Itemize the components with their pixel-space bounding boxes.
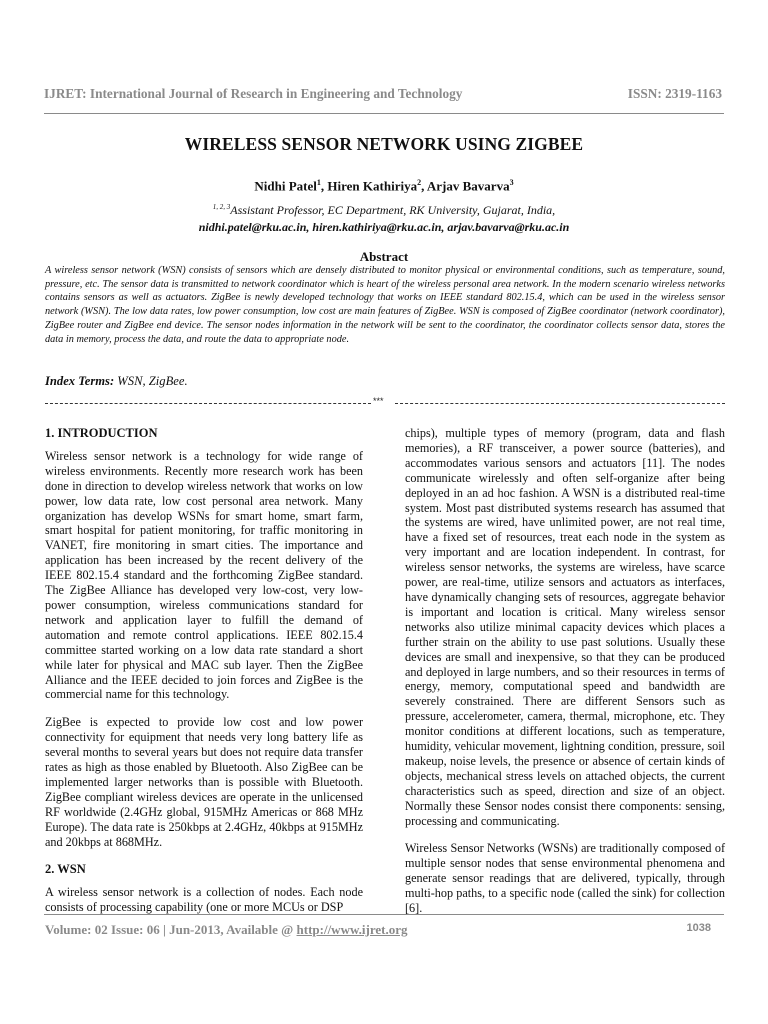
right-column <box>405 426 725 929</box>
author-list <box>0 178 768 194</box>
author-affil-mark: 2 <box>417 178 422 187</box>
footer-prefix: Volume: 02 Issue: 06 | Jun-2013, Available @ <box>45 922 297 937</box>
abstract-heading: Abstract <box>359 249 409 264</box>
author-affil-mark: 3 <box>509 178 514 187</box>
affiliation-mark: 1, 2, 3 <box>212 203 231 211</box>
journal-name: IJRET: International Journal of Research in Engineering and Technology <box>44 86 463 101</box>
index-terms-label: Index Terms: <box>45 374 115 388</box>
author-name: Nidhi Patel <box>254 178 317 194</box>
paper-title: WIRELESS SENSOR NETWORK USING ZIGBEE <box>184 134 584 154</box>
author-name: Arjav Bavarva <box>426 178 510 194</box>
affiliation <box>0 203 768 218</box>
section-heading-wsn: 2. WSN <box>45 862 86 877</box>
author-name: Hiren Kathiriya <box>327 178 418 194</box>
author-separator: , <box>320 178 328 194</box>
intro-paragraph-1: Wireless sensor network is a technology for wide range of wireless environments. Recently more research work has been done in direction to develop wireless network that works on low power, low data rate, low cost personal area network. Many organization has develop WSNs for smart home, smart farm, smart hospital for patient monitoring, for traffic monitoring in VANET, fire monitoring in smart cities. The importance and application has been increased by the recent delivery of the IEEE 802.15.4 standard and the forthcoming ZigBee standard. The ZigBee Alliance has developed very low-cost, very low-power consumption, wireless communications standard for network and application layer to fulfill the demand of automation and remote control applications. IEEE 802.15.4 committee started working on a low data rate standard a short while later for physical and MAC sub layer. Then the ZigBee Alliance and the IEEE decided to join forces and ZigBee is the commercial name for this technology. <box>45 448 363 702</box>
running-header <box>44 86 722 106</box>
page-number: 1038 <box>686 922 711 934</box>
section-separator <box>45 396 725 410</box>
separator-dash-right <box>395 403 725 404</box>
header-rule <box>44 113 724 114</box>
separator-mark: *** <box>373 396 384 406</box>
left-column <box>45 426 363 928</box>
wsn-paragraph-2: Wireless Sensor Networks (WSNs) are traditionally composed of multiple sensor nodes that sense environmental phenomena and generate sensor readings that are delivered, typically, through multi-hop paths, to a specific node (called the sink) for collection [6]. <box>405 841 725 916</box>
affiliation-text: Assistant Professor, EC Department, RK University, Gujarat, India, <box>230 203 556 217</box>
running-footer <box>45 922 711 940</box>
abstract-text: A wireless sensor network (WSN) consists of sensors which are densely distributed to monitor physical or environmental conditions, such as temperature, sound, pressure, etc. The sensor data is transmitted to network coordinator which is heart of the wireless personal area network. In the modern scenario wireless networks contains sensors as well as actuators. ZigBee is newly developed technology that works on IEEE standard 802.15.4, which can be used in the wireless sensor network (WSN). The low data rates, low power consumption, low cost are main features of ZigBee. WSN is composed of ZigBee coordinator (network coordinator), ZigBee router and ZigBee end device. The sensor nodes information in the network will be sent to the coordinator, the coordinator collects sensor data, stores the data in memory, process the data, and route the data to appropriate node. <box>45 265 725 345</box>
wsn-paragraph-1: A wireless sensor network is a collection of nodes. Each node consists of processing capability (one or more MCUs or DSP <box>45 885 363 915</box>
intro-paragraph-2: ZigBee is expected to provide low cost and low power connectivity for equipment that needs very long battery life as several months to several years but does not require data transfer rates as high as those enabled by Bluetooth. Also ZigBee can be implemented larger networks than is possible with Bluetooth. ZigBee compliant wireless devices are operate in the unlicensed RF worldwide (2.4GHz global, 915MHz Americas or 868 MHz Europe). The data rate is 250kbps at 2.4GHz, 40kbps at 915MHz and 20kbps at 868MHz. <box>45 715 363 849</box>
author-emails: nidhi.patel@rku.ac.in, hiren.kathiriya@rku.ac.in, arjav.bavarva@rku.ac.in <box>198 220 570 234</box>
author-affil-mark: 1 <box>316 178 321 187</box>
footer-rule <box>44 914 724 915</box>
issn: ISSN: 2319-1163 <box>627 86 722 101</box>
wsn-paragraph-continued: chips), multiple types of memory (program, data and flash memories), a RF transceiver, a power source (batteries), and accommodates various sensors and actuators [11]. The nodes communicate wirelessly and often self-organize after being deployed in an ad hoc fashion. A WSN is a distributed real-time system. Most past distributed systems research has assumed that the systems are wired, have unlimited power, are not real time, have a fixed set of resources, treat each node in the system as very important and are location independent. In contrast, for wireless sensor networks, the systems are wireless, have scarce power, are real-time, utilize sensors and actuators as interfaces, have dynamically changing sets of resources, aggregate behavior is important and location is critical. Many wireless sensor networks also utilize minimal capacity devices which places a further strain on the ability to use past solutions. Usually these devices are small and inexpensive, so that they can be produced and deployed in large numbers, and so their resources in terms of energy, memory, computational speed and bandwidth are severely constrained. There are different Sensors such as pressure, accelerometer, camera, thermal, microphone, etc. They monitor conditions at different locations, such as temperature, humidity, vehicular movement, lightning condition, pressure, soil makeup, noise levels, the presence or absence of certain kinds of objects, mechanical stress levels on attached objects, the current characteristics such as speed, direction and size of an object. Normally these Sensor nodes consist there components: sensing, processing and communicating. <box>405 426 725 828</box>
journal-url-link[interactable]: http://www.ijret.org <box>296 922 408 937</box>
author-separator: , <box>421 178 427 194</box>
separator-dash-left <box>45 403 371 404</box>
index-terms-value: WSN, ZigBee. <box>114 374 188 388</box>
index-terms <box>45 374 188 389</box>
footer-issue-info <box>45 922 407 938</box>
section-heading-introduction: 1. INTRODUCTION <box>45 426 158 440</box>
